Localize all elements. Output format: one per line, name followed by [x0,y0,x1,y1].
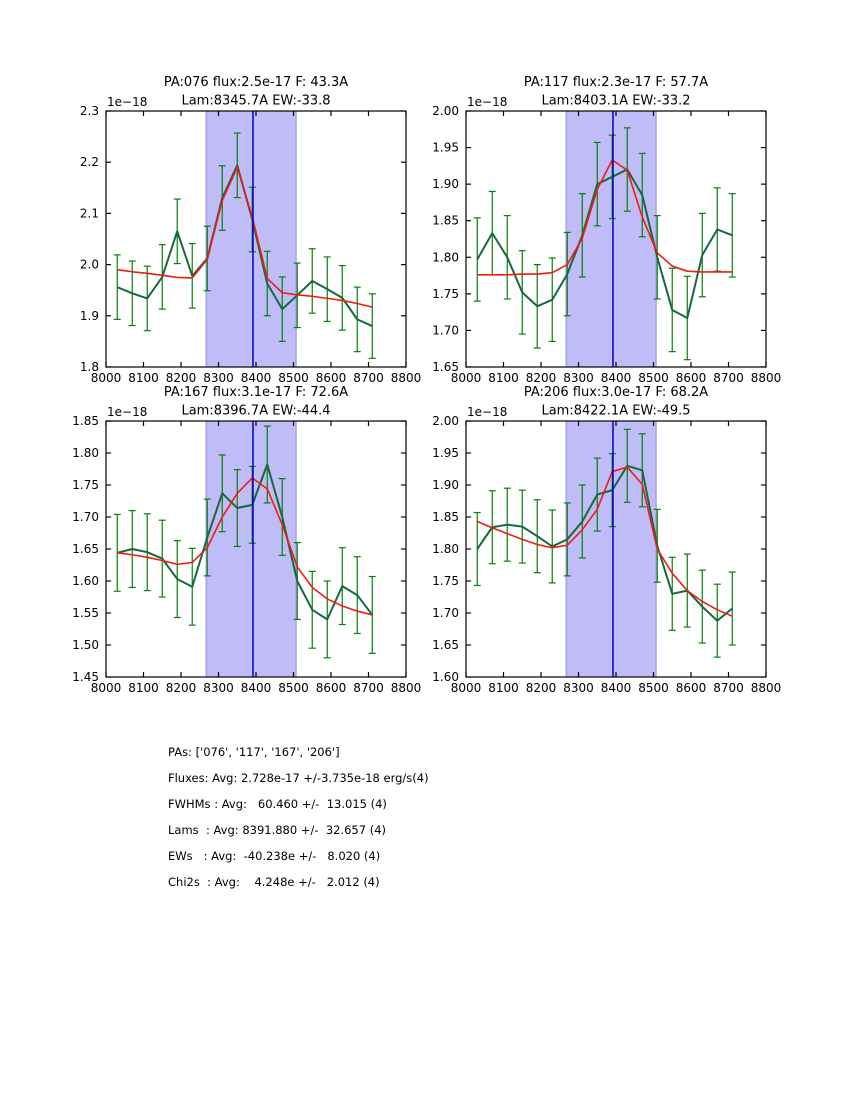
x-tick-label: 8300 [203,371,234,385]
y-tick-label: 1.70 [432,606,459,620]
y-tick-label: 1.95 [432,140,459,155]
y-tick-label: 1.90 [432,177,459,192]
y-tick-label: 1.60 [72,574,99,588]
x-tick-label: 8700 [353,681,384,695]
y-tick-label: 1.95 [432,446,459,460]
summary-block [168,739,429,895]
x-tick-label: 8300 [563,681,594,695]
summary-line-lams: Lams : Avg: 8391.880 +/- 32.657 (4) [168,823,387,837]
x-tick-label: 8300 [203,681,234,695]
x-tick-label: 8400 [600,371,632,385]
x-tick-label: 8600 [315,371,347,385]
y-axis-offset-label: 1e−18 [467,405,508,419]
x-tick-label: 8600 [675,371,707,385]
x-tick-label: 8700 [713,371,744,385]
y-axis-offset-label: 1e−18 [107,405,148,419]
x-tick-label: 8400 [600,681,632,695]
y-tick-label: 1.75 [432,286,459,301]
y-axis-offset-label: 1e−18 [467,95,508,109]
y-tick-label: 1.85 [432,213,459,228]
x-tick-label: 8600 [315,681,347,695]
summary-line-pas: PAs: ['076', '117', '167', '206'] [168,745,340,759]
x-tick-label: 8500 [278,371,309,385]
subplot-pa076 [80,75,421,385]
x-tick-label: 8200 [165,681,197,695]
y-tick-label: 1.45 [72,670,99,684]
y-tick-label: 1.80 [432,542,459,556]
subplot-subtitle: Lam:8403.1A EW:-33.2 [541,93,691,109]
x-tick-label: 8800 [390,681,422,695]
x-tick-label: 8300 [563,371,594,385]
y-tick-label: 2.1 [79,206,99,221]
y-tick-label: 1.85 [72,414,99,428]
subplot-title: PA:206 flux:3.0e-17 F: 68.2A [523,385,709,400]
x-tick-label: 8800 [750,681,782,695]
y-tick-label: 1.80 [432,250,459,265]
subplot-title: PA:117 flux:2.3e-17 F: 57.7A [523,75,709,90]
y-tick-label: 1.80 [72,446,99,460]
x-tick-label: 8100 [488,681,519,695]
summary-line-fluxes: Fluxes: Avg: 2.728e-17 +/-3.735e-18 erg/s(4) [168,771,429,785]
y-tick-label: 2.00 [432,414,459,428]
y-tick-label: 2.00 [432,104,459,118]
y-tick-label: 1.75 [72,478,99,492]
y-tick-label: 2.2 [79,155,99,170]
y-tick-label: 1.70 [432,323,459,338]
x-tick-label: 8500 [278,681,309,695]
x-tick-label: 8000 [450,681,482,695]
subplot-pa167 [72,385,421,695]
x-tick-label: 8400 [240,371,272,385]
subplot-title: PA:167 flux:3.1e-17 F: 72.6A [163,385,349,400]
subplot-title: PA:076 flux:2.5e-17 F: 43.3A [163,75,349,90]
y-tick-label: 1.65 [432,638,459,652]
x-tick-label: 8700 [353,371,384,385]
subplot-pa206 [432,385,781,695]
subplot-subtitle: Lam:8422.1A EW:-49.5 [541,403,691,419]
x-tick-label: 8600 [675,681,707,695]
x-tick-label: 8800 [390,371,422,385]
y-tick-label: 1.90 [432,478,459,492]
x-tick-label: 8100 [128,681,159,695]
x-tick-label: 8500 [638,681,669,695]
y-tick-label: 1.65 [432,360,459,374]
y-tick-label: 1.50 [72,638,99,652]
x-tick-label: 8100 [488,371,519,385]
y-tick-label: 2.3 [79,104,99,118]
y-tick-label: 1.70 [72,510,99,524]
x-tick-label: 8500 [638,371,669,385]
x-tick-label: 8000 [450,371,482,385]
x-tick-label: 8100 [128,371,159,385]
summary-line-chi2s: Chi2s : Avg: 4.248e +/- 2.012 (4) [168,875,380,889]
subplot-subtitle: Lam:8345.7A EW:-33.8 [181,93,331,109]
y-tick-label: 1.85 [432,510,459,524]
y-tick-label: 1.9 [79,308,99,323]
summary-line-fwhms: FWHMs : Avg: 60.460 +/- 13.015 (4) [168,797,387,811]
x-tick-label: 8700 [713,681,744,695]
summary-line-ews: EWs : Avg: -40.238e +/- 8.020 (4) [168,849,381,863]
y-tick-label: 1.60 [432,670,459,684]
y-tick-label: 1.8 [79,360,99,374]
y-tick-label: 1.55 [72,606,99,620]
x-tick-label: 8800 [750,371,782,385]
x-tick-label: 8200 [525,371,557,385]
highlight-band [566,111,656,367]
y-tick-label: 1.65 [72,542,99,556]
x-tick-label: 8400 [240,681,272,695]
x-tick-label: 8000 [90,681,122,695]
x-tick-label: 8200 [525,681,557,695]
subplot-pa117 [432,75,781,385]
y-axis-offset-label: 1e−18 [107,95,148,109]
x-tick-label: 8000 [90,371,122,385]
subplot-subtitle: Lam:8396.7A EW:-44.4 [181,403,331,419]
y-tick-label: 2.0 [79,257,99,272]
y-tick-label: 1.75 [432,574,459,588]
x-tick-label: 8200 [165,371,197,385]
